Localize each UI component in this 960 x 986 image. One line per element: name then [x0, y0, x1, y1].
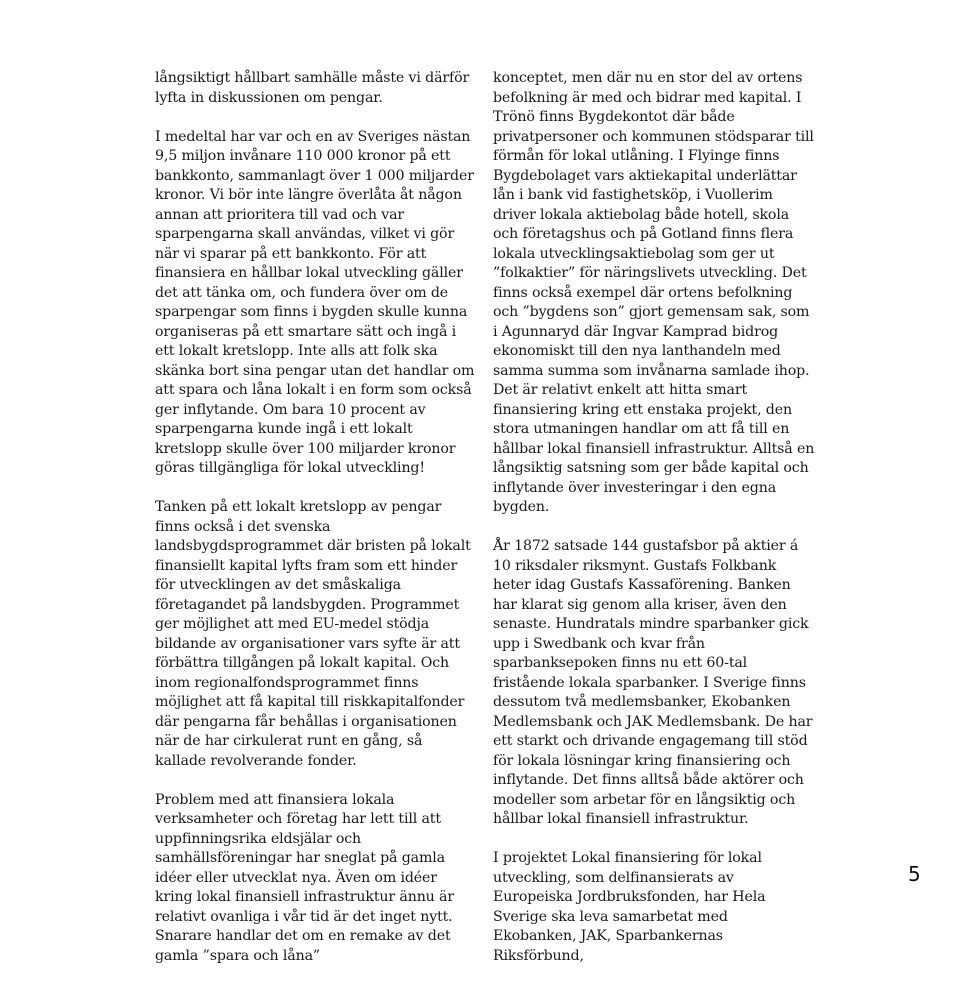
paragraph: I medeltal har var och en av Sveriges nästan 9,5 miljon invånare 110 000 kronor på ett bankkonto, sammanlagt över 1 000 miljarder kronor. Vi bör inte längre överlåta åt någon annan att prioritera till vad och var sparpengarna skall användas, vilket vi gör när vi sparar på ett bankkonto. För att finansiera en hållbar lokal utveckling gäller det att tänka om, och fundera över om de sparpengar som finns i bygden skulle kunna organiseras på ett smartare sätt och ingå i ett lokalt kretslopp. Inte alls att folk ska skänka bort sina pengar utan det handlar om att spara och låna lokalt i en form som också ger inflytande. Om bara 10 procent av sparpengarna kunde ingå i ett lokalt kretslopp skulle över 100 miljarder kronor göras tillgängliga för lokal utveckling! — [155, 128, 475, 476]
paragraph: Tanken på ett lokalt kretslopp av pengar finns också i det svenska landsbygdsprogrammet där bristen på lokalt finansiellt kapital lyfts fram som ett hinder för utvecklingen av det småskaliga företagandet på landsbygden. Programmet ger möjlighet att med EU-medel stödja bildande av organisationer vars syfte är att förbättra tillgången på lokalt kapital. Och inom regionalfondsprogrammet finns möjlighet att få kapital till riskkapitalfonder där pengarna får behållas i organisationen när de har cirkulerat runt en gång, så kallade revolverande fonder. — [155, 499, 471, 769]
page-number: 5 — [908, 862, 921, 886]
left-text-column — [155, 69, 477, 986]
right-text-column — [493, 69, 815, 986]
paragraph: I projektet Lokal finansiering för lokal utveckling, som delfinansierats av Europeiska Jordbruksfonden, har Hela Sverige ska leva samarbetat med Ekobanken, JAK, Sparbankernas Riksförbund, — [493, 850, 766, 964]
paragraph: År 1872 satsade 144 gustafsbor på aktier á 10 riksdaler riksmynt. Gustafs Folkbank heter idag Gustafs Kassaförening. Banken har klarat sig genom alla kriser, även den senaste. Hundratals mindre sparbanker gick upp i Swedbank och kvar från sparbanksepoken finns nu ett 60-tal fristående lokala sparbanker. I Sverige finns dessutom två medlemsbanker, Ekobanken Medlemsbank och JAK Medlemsbank. De har ett starkt och drivande engagemang till stöd för lokala lösningar kring finansiering och inflytande. Det finns alltså både aktörer och modeller som arbetar för en långsiktig och hållbar lokal finansiell infrastruktur. — [493, 538, 813, 827]
paragraph: Problem med att finansiera lokala verksamheter och företag har lett till att uppfinningsrika eldsjälar och samhällsföreningar har sneglat på gamla idéer eller utvecklat nya. Även om idéer kring lokal finansiell infrastruktur ännu är relativt ovanliga i vår tid är det inget nytt. Snarare handlar det om en remake av det gamla ”spara och låna” — [155, 791, 454, 964]
paragraph: konceptet, men där nu en stor del av ortens befolkning är med och bidrar med kapital. I Trönö finns Bygdekontot där både privatpersoner och kommunen stödsparar till förmån för lokal utlåning. I Flyinge finns Bygdebolaget vars aktiekapital underlättar lån i bank vid fastighetsköp, i Vuollerim driver lokala aktiebolag både hotell, skola och företagshus och på Gotland finns flera lokala utvecklingsaktiebolag som ger ut ”folkaktier” för näringslivets utveckling. Det finns också exempel där ortens befolkning och ”bygdens son” gjort gemensam sak, som i Agunnaryd där Ingvar Kamprad bidrog ekonomiskt till den nya lanthandeln med samma summa som invånarna samlade ihop. Det är relativt enkelt att hitta smart finansiering kring ett enstaka projekt, den stora utmaningen handlar om att få till en hållbar lokal finansiell infrastruktur. Alltså en långsiktig satsning som ger både kapital och inflytande över investeringar i den egna bygden. — [493, 70, 815, 515]
paragraph: långsiktigt hållbart samhälle måste vi därför lyfta in diskussionen om pengar. — [155, 70, 470, 106]
